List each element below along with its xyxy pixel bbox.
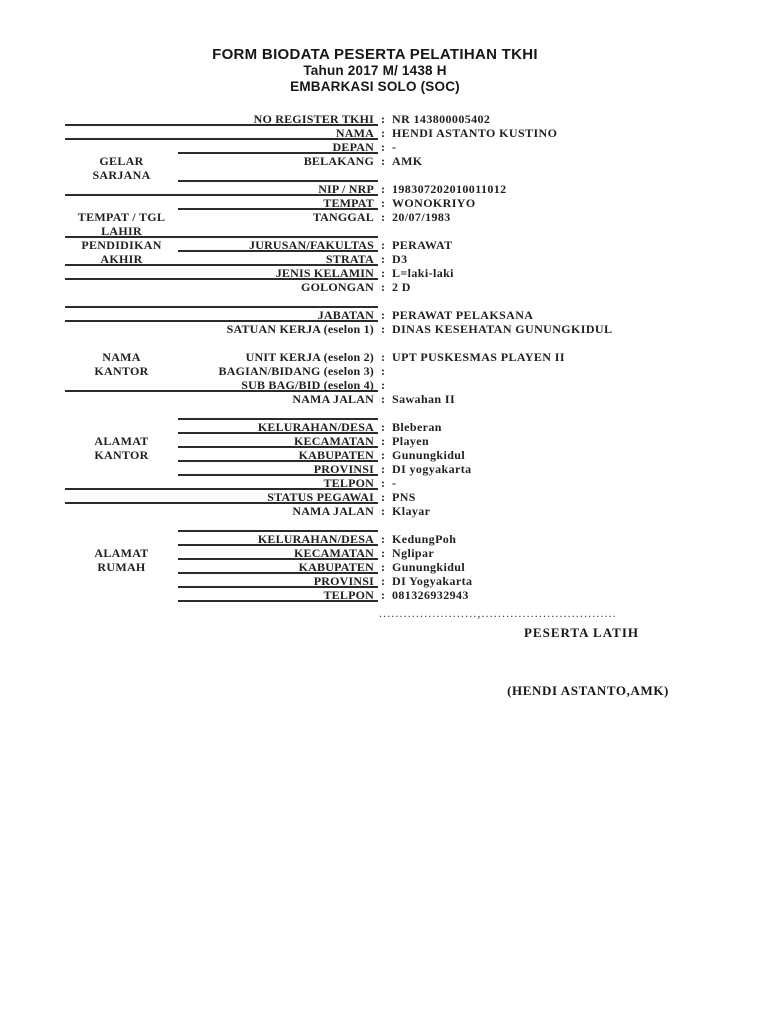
row-field-value: [378, 112, 700, 126]
row-field-label: PROVINSI: [178, 574, 378, 588]
row-field-label: [178, 336, 378, 350]
form-row: [65, 168, 700, 182]
row-field-value: [378, 168, 700, 182]
row-group-label: [65, 588, 178, 602]
form-row: [65, 280, 700, 294]
form-row: [65, 574, 700, 588]
row-field-value: [378, 532, 700, 546]
row-field-value: [378, 588, 700, 602]
row-group-label: [65, 490, 178, 504]
row-field-label: DEPAN: [178, 140, 378, 154]
form-row: [65, 140, 700, 154]
row-field-value: [378, 266, 700, 280]
row-field-label: JABATAN: [178, 308, 378, 322]
form-row: [65, 588, 700, 602]
row-field-label: [178, 406, 378, 420]
row-field-value: [378, 252, 700, 266]
colon-separator: :: [381, 546, 386, 560]
row-field-label: KABUPATEN: [178, 448, 378, 462]
row-field-label: TANGGAL: [312, 210, 374, 224]
form-row: [65, 364, 700, 378]
colon-separator: :: [381, 532, 386, 546]
document-header: [0, 47, 750, 95]
row-group-label: SARJANA: [92, 168, 151, 182]
form-row: [65, 154, 700, 168]
row-group-label: [65, 112, 178, 126]
row-group-label: PENDIDIKAN: [81, 238, 162, 252]
row-group-label: ALAMAT: [94, 546, 149, 560]
field-value-text: Klayar: [392, 504, 431, 518]
form-row: [65, 322, 700, 336]
row-field-label: NAMA JALAN: [292, 392, 374, 406]
row-group-label: [65, 518, 178, 532]
row-group-label: [65, 406, 178, 420]
signature-block: [379, 607, 671, 699]
row-field-value: [378, 518, 700, 532]
row-field-value: [378, 574, 700, 588]
field-value-text: Bleberan: [392, 420, 442, 434]
form-embarkasi-subtitle: EMBARKASI SOLO (SOC): [290, 79, 460, 94]
row-field-value: [378, 224, 700, 238]
form-row: [65, 448, 700, 462]
colon-separator: :: [381, 378, 386, 392]
colon-separator: :: [381, 420, 386, 434]
row-field-label: TELPON: [178, 476, 378, 490]
row-group-label: [65, 126, 178, 140]
colon-separator: :: [381, 112, 386, 126]
row-group-label: [65, 140, 178, 154]
colon-separator: :: [381, 490, 386, 504]
form-row: [65, 490, 700, 504]
row-group-label: [65, 504, 178, 518]
row-field-label: UNIT KERJA (eselon 2): [245, 350, 374, 364]
field-value-text: -: [392, 140, 397, 154]
row-field-value: [378, 140, 700, 154]
colon-separator: :: [381, 308, 386, 322]
row-field-value: [378, 420, 700, 434]
field-value-text: -: [392, 476, 397, 490]
form-row: [65, 182, 700, 196]
row-field-value: [378, 560, 700, 574]
row-field-label: KELURAHAN/DESA: [178, 420, 378, 434]
field-value-text: Nglipar: [392, 546, 435, 560]
row-group-label: KANTOR: [94, 364, 149, 378]
row-field-label: STRATA: [178, 252, 378, 266]
form-row: [65, 406, 700, 420]
signature-name: (HENDI ASTANTO,AMK): [507, 683, 669, 698]
field-value-text: PNS: [392, 490, 416, 504]
row-field-value: [378, 210, 700, 224]
row-field-value: [378, 434, 700, 448]
form-row: [65, 434, 700, 448]
colon-separator: :: [381, 448, 386, 462]
row-field-label: GOLONGAN: [301, 280, 374, 294]
field-value-text: D3: [392, 252, 408, 266]
row-field-label: [178, 518, 378, 532]
row-group-label: [65, 196, 178, 210]
row-field-label: BELAKANG: [303, 154, 374, 168]
row-field-value: [378, 546, 700, 560]
row-group-label: NAMA: [102, 350, 141, 364]
row-field-label: TELPON: [178, 588, 378, 602]
form-row: [65, 308, 700, 322]
form-row: [65, 462, 700, 476]
field-value-text: 20/07/1983: [392, 210, 451, 224]
row-group-label: [65, 322, 178, 336]
row-field-label: JENIS KELAMIN: [178, 266, 378, 280]
row-group-label: [65, 280, 178, 294]
form-row: [65, 476, 700, 490]
form-row: [65, 378, 700, 392]
row-group-label: KANTOR: [94, 448, 149, 462]
field-value-text: UPT PUSKESMAS PLAYEN II: [392, 350, 565, 364]
row-field-value: [378, 378, 700, 392]
form-row: [65, 210, 700, 224]
form-year-subtitle: Tahun 2017 M/ 1438 H: [303, 63, 447, 78]
row-group-label: [65, 476, 178, 490]
form-row: [65, 350, 700, 364]
row-field-label: KABUPATEN: [178, 560, 378, 574]
row-field-value: [378, 238, 700, 252]
signature-dotted-line: ........................,.................................: [379, 607, 617, 620]
row-field-label: [178, 224, 378, 238]
colon-separator: :: [381, 280, 386, 294]
field-value-text: AMK: [392, 154, 423, 168]
colon-separator: :: [381, 476, 386, 490]
field-value-text: 2 D: [392, 280, 411, 294]
field-value-text: 081326932943: [392, 588, 469, 602]
row-field-label: KECAMATAN: [178, 546, 378, 560]
row-field-label: TEMPAT: [178, 196, 378, 210]
row-field-label: BAGIAN/BIDANG (eselon 3): [218, 364, 374, 378]
row-group-label: [65, 532, 178, 546]
colon-separator: :: [381, 140, 386, 154]
row-group-label: TEMPAT / TGL: [77, 210, 166, 224]
row-field-label: NAMA JALAN: [292, 504, 374, 518]
colon-separator: :: [381, 588, 386, 602]
row-group-label: [65, 294, 178, 308]
form-title: FORM BIODATA PESERTA PELATIHAN TKHI: [212, 46, 538, 63]
row-group-label: [65, 574, 178, 588]
row-field-value: [378, 182, 700, 196]
field-value-text: NR 143800005402: [392, 112, 491, 126]
form-row: [65, 336, 700, 350]
row-field-value: [378, 294, 700, 308]
row-field-value: [378, 308, 700, 322]
colon-separator: :: [381, 434, 386, 448]
form-row: [65, 420, 700, 434]
colon-separator: :: [381, 350, 386, 364]
colon-separator: :: [381, 196, 386, 210]
row-field-value: [378, 490, 700, 504]
row-field-label: KECAMATAN: [178, 434, 378, 448]
colon-separator: :: [381, 238, 386, 252]
form-row: [65, 294, 700, 308]
row-field-label: NAMA: [178, 126, 378, 140]
row-field-value: [378, 154, 700, 168]
row-group-label: LAHIR: [65, 224, 178, 238]
colon-separator: :: [381, 210, 386, 224]
row-field-label: STATUS PEGAWAI: [178, 490, 378, 504]
row-field-label: JURUSAN/FAKULTAS: [178, 238, 378, 252]
row-field-value: [378, 126, 700, 140]
colon-separator: :: [381, 364, 386, 378]
row-group-label: GELAR: [99, 154, 144, 168]
colon-separator: :: [381, 560, 386, 574]
row-field-value: [378, 322, 700, 336]
row-field-value: [378, 448, 700, 462]
field-value-text: Playen: [392, 434, 430, 448]
row-field-label: SATUAN KERJA (eselon 1): [226, 322, 374, 336]
form-row: [65, 126, 700, 140]
field-value-text: DI yogyakarta: [392, 462, 472, 476]
form-row: [65, 252, 700, 266]
row-field-label: PROVINSI: [178, 462, 378, 476]
row-field-value: [378, 280, 700, 294]
row-group-label: [65, 462, 178, 476]
row-group-label: [65, 266, 178, 280]
row-field-value: [378, 336, 700, 350]
row-field-label: NO REGISTER TKHI: [178, 112, 378, 126]
form-row: [65, 546, 700, 560]
biodata-table: [65, 112, 700, 602]
field-value-text: DINAS KESEHATAN GUNUNGKIDUL: [392, 322, 613, 336]
form-row: [65, 266, 700, 280]
signature-role-label: PESERTA LATIH: [523, 625, 639, 640]
field-value-text: HENDI ASTANTO KUSTINO: [392, 126, 558, 140]
form-row: [65, 238, 700, 252]
colon-separator: :: [381, 252, 386, 266]
colon-separator: :: [381, 182, 386, 196]
colon-separator: :: [381, 322, 386, 336]
form-row: [65, 196, 700, 210]
field-value-text: KedungPoh: [392, 532, 457, 546]
form-row: [65, 560, 700, 574]
colon-separator: :: [381, 266, 386, 280]
row-group-label: [65, 378, 178, 392]
form-row: [65, 518, 700, 532]
colon-separator: :: [381, 462, 386, 476]
colon-separator: :: [381, 154, 386, 168]
colon-separator: :: [381, 504, 386, 518]
field-value-text: Gunungkidul: [392, 560, 466, 574]
field-value-text: PERAWAT PELAKSANA: [392, 308, 534, 322]
row-field-value: [378, 462, 700, 476]
form-row: [65, 504, 700, 518]
row-group-label: AKHIR: [65, 252, 178, 266]
form-row: [65, 224, 700, 238]
field-value-text: L=laki-laki: [392, 266, 454, 280]
row-group-label: [65, 420, 178, 434]
colon-separator: :: [381, 126, 386, 140]
row-field-value: [378, 364, 700, 378]
row-group-label: [65, 308, 178, 322]
row-group-label: [65, 336, 178, 350]
colon-separator: :: [381, 574, 386, 588]
form-row: [65, 392, 700, 406]
field-value-text: 198307202010011012: [392, 182, 507, 196]
row-field-value: [378, 476, 700, 490]
row-field-label: KELURAHAN/DESA: [178, 532, 378, 546]
form-row: [65, 112, 700, 126]
field-value-text: DI Yogyakarta: [392, 574, 473, 588]
row-group-label: [65, 392, 178, 406]
form-row: [65, 532, 700, 546]
row-field-label: [178, 294, 378, 308]
row-field-value: [378, 196, 700, 210]
row-group-label: ALAMAT: [94, 434, 149, 448]
colon-separator: :: [381, 392, 386, 406]
row-group-label: [65, 182, 178, 196]
field-value-text: Sawahan II: [392, 392, 456, 406]
field-value-text: WONOKRIYO: [392, 196, 476, 210]
row-field-value: [378, 406, 700, 420]
row-field-label: NIP / NRP: [178, 182, 378, 196]
row-group-label: RUMAH: [97, 560, 146, 574]
field-value-text: PERAWAT: [392, 238, 453, 252]
field-value-text: Gunungkidul: [392, 448, 466, 462]
row-field-label: SUB BAG/BID (eselon 4): [178, 378, 378, 392]
row-field-label: [178, 168, 378, 182]
row-field-value: [378, 504, 700, 518]
row-field-value: [378, 392, 700, 406]
row-field-value: [378, 350, 700, 364]
